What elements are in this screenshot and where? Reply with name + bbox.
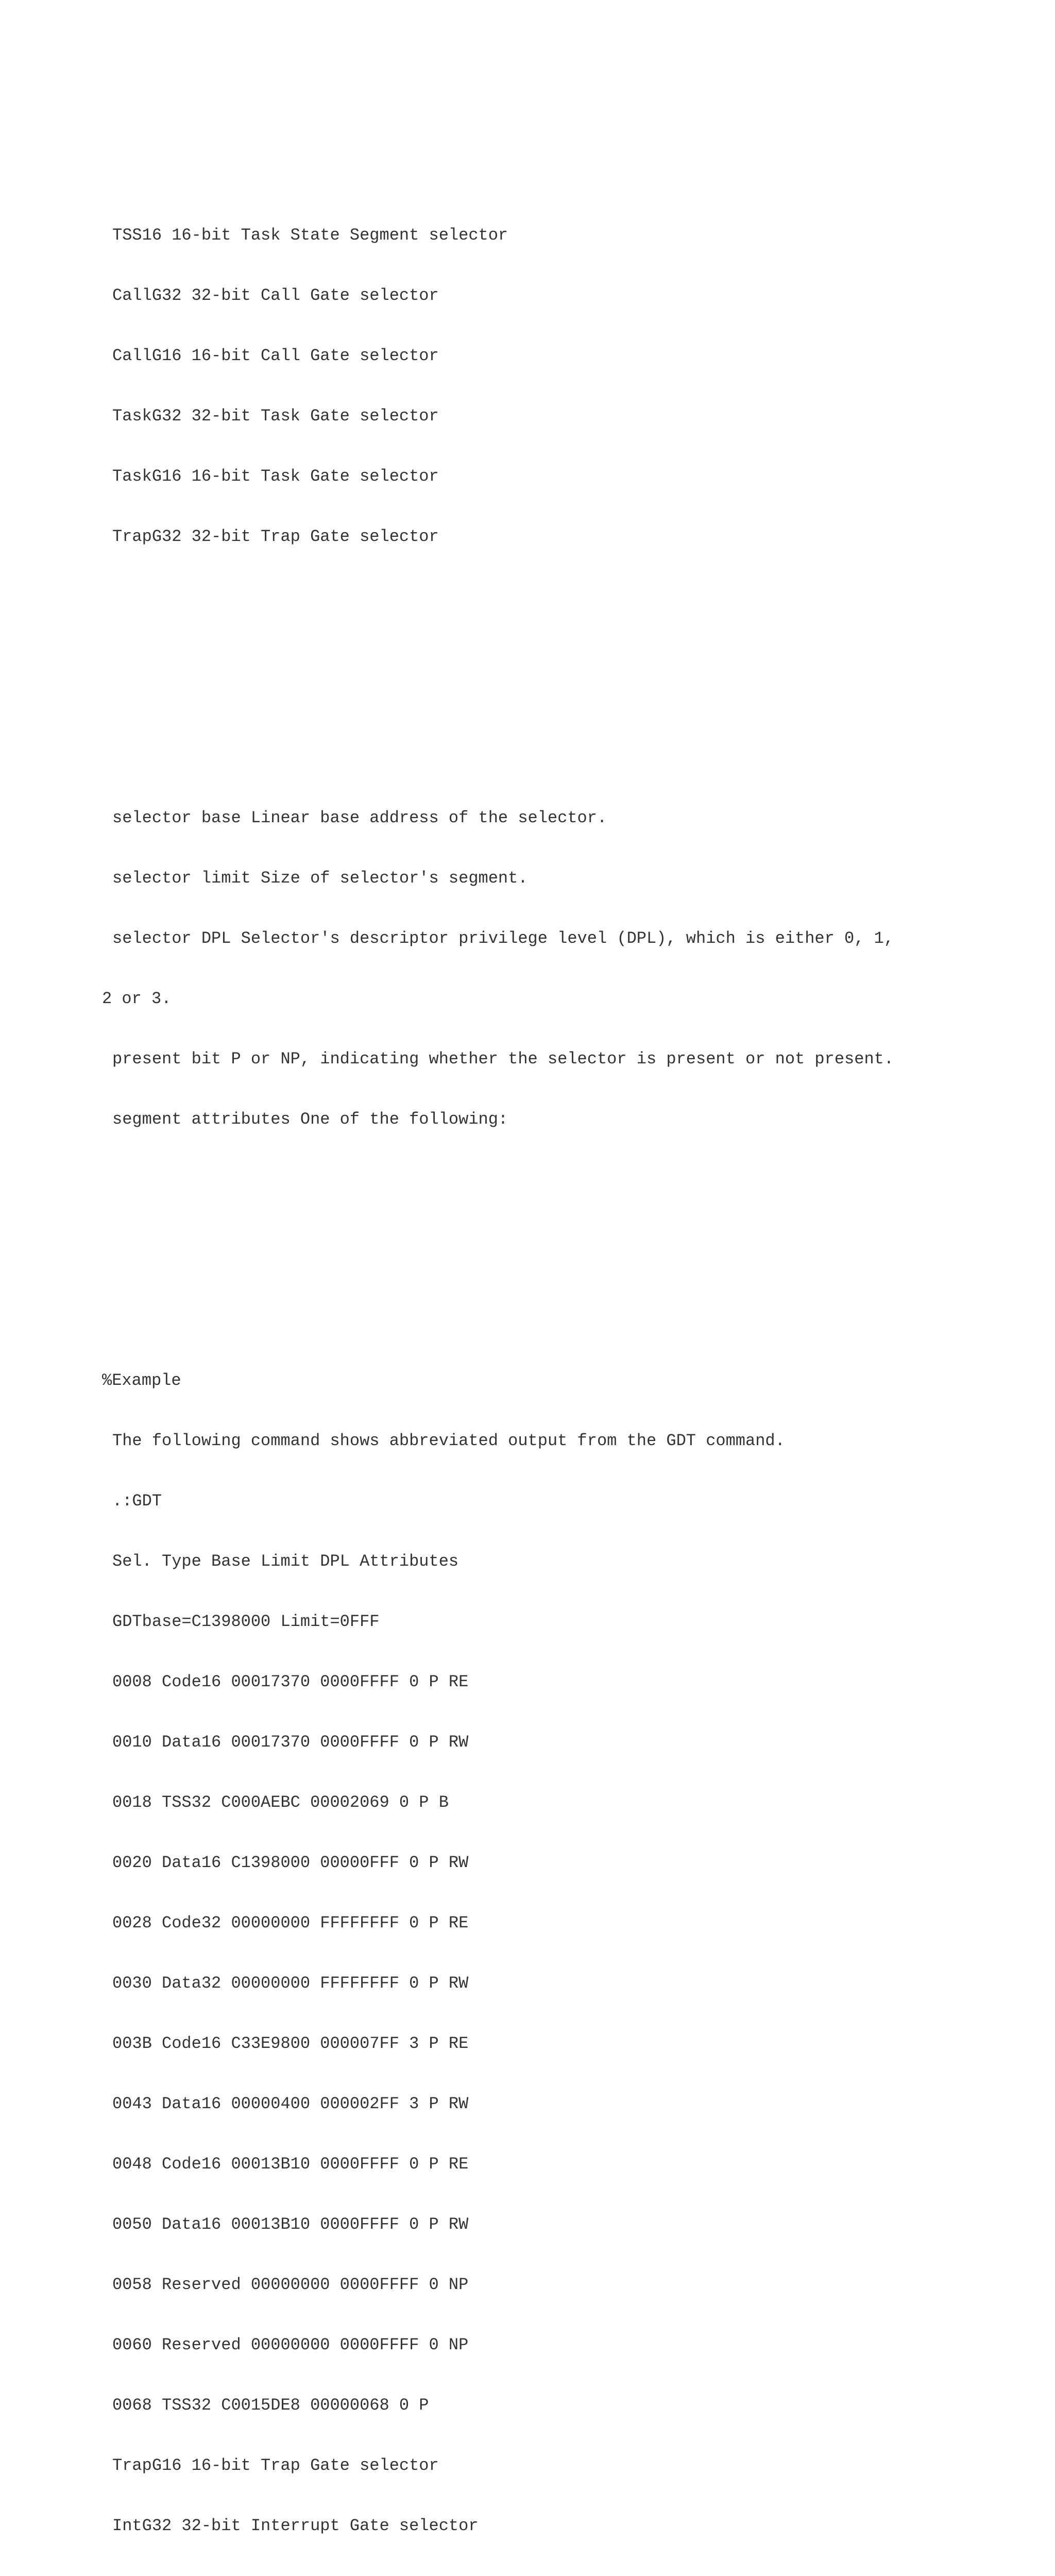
- example-section: [102, 1330, 1029, 2576]
- table-row: 0060 Reserved 00000000 0000FFFF 0 NP: [112, 2335, 469, 2354]
- table-row: 0048 Code16 00013B10 0000FFFF 0 P RE: [112, 2155, 469, 2174]
- list-item: CallG16 16-bit Call Gate selector: [112, 346, 439, 365]
- table-row: 0008 Code16 00017370 0000FFFF 0 P RE: [112, 1672, 469, 1691]
- list-item: TSS16 16-bit Task State Segment selector: [112, 226, 508, 245]
- selector-base-text: selector base Linear base address of the selector.: [112, 808, 607, 827]
- selector-dpl-text: selector DPL Selector's descriptor privilege level (DPL), which is either 0, 1,: [112, 929, 894, 948]
- table-row: 0018 TSS32 C000AEBC 00002069 0 P B: [112, 1793, 449, 1812]
- field-descriptions: [102, 768, 1029, 1170]
- list-item: CallG32 32-bit Call Gate selector: [112, 286, 439, 305]
- table-row: 0068 TSS32 C0015DE8 00000068 0 P: [112, 2396, 429, 2415]
- list-item: TaskG16 16-bit Task Gate selector: [112, 467, 439, 486]
- document-text: [102, 125, 1029, 2576]
- table-row: 0028 Code32 00000000 FFFFFFFF 0 P RE: [112, 1913, 469, 1933]
- segment-attributes-text: segment attributes One of the following:: [112, 1110, 508, 1129]
- table-row: 0058 Reserved 00000000 0000FFFF 0 NP: [112, 2275, 469, 2294]
- gdt-base-line: GDTbase=C1398000 Limit=0FFF: [112, 1612, 380, 1631]
- table-row: 0030 Data32 00000000 FFFFFFFF 0 P RW: [112, 1974, 469, 1993]
- selector-dpl-continuation: 2 or 3.: [102, 989, 172, 1008]
- list-item: TrapG16 16-bit Trap Gate selector: [112, 2456, 439, 2475]
- spacer: [102, 647, 1029, 687]
- selector-limit-text: selector limit Size of selector's segment.: [112, 869, 528, 888]
- example-heading: %Example: [102, 1371, 181, 1390]
- table-row: 0050 Data16 00013B10 0000FFFF 0 P RW: [112, 2215, 469, 2234]
- table-row: 0010 Data16 00017370 0000FFFF 0 P RW: [112, 1733, 469, 1752]
- gate-selector-list: [102, 185, 1029, 587]
- table-row: 0043 Data16 00000400 000002FF 3 P RW: [112, 2094, 469, 2113]
- list-item: TrapG32 32-bit Trap Gate selector: [112, 527, 439, 546]
- list-item: IntG32 32-bit Interrupt Gate selector: [112, 2516, 479, 2535]
- table-row: 003B Code16 C33E9800 000007FF 3 P RE: [112, 2034, 469, 2053]
- table-row: 0020 Data16 C1398000 00000FFF 0 P RW: [112, 1853, 469, 1872]
- spacer: [102, 1230, 1029, 1250]
- list-item: TaskG32 32-bit Task Gate selector: [112, 406, 439, 426]
- gdt-table-header: Sel. Type Base Limit DPL Attributes: [112, 1552, 459, 1571]
- example-intro: The following command shows abbreviated output from the GDT command.: [112, 1431, 785, 1450]
- present-bit-text: present bit P or NP, indicating whether the selector is present or not present.: [112, 1049, 894, 1069]
- example-command: .:GDT: [112, 1492, 162, 1511]
